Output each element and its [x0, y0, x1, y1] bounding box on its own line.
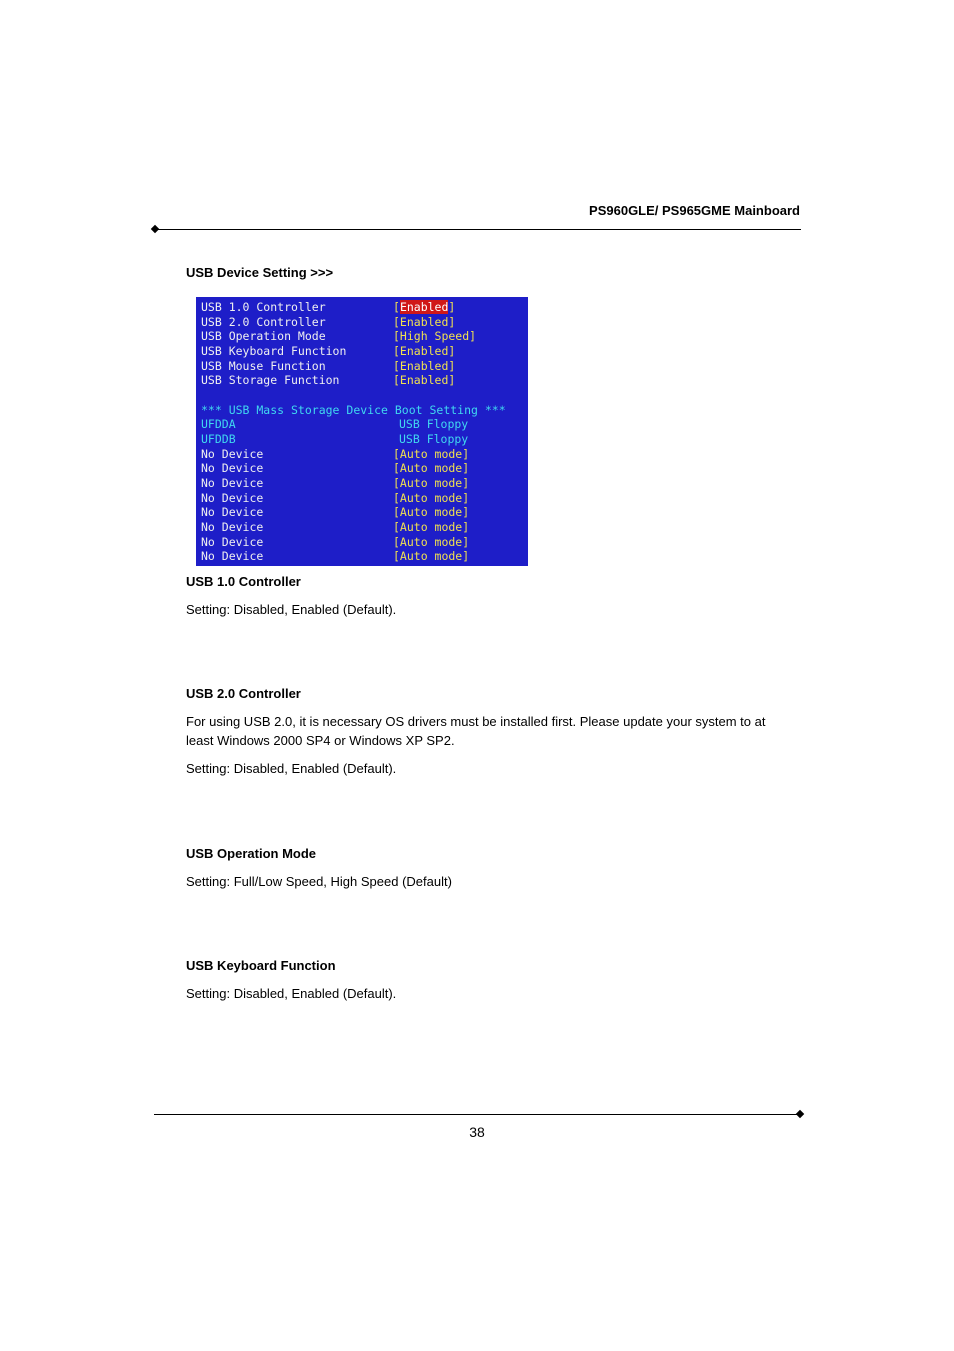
- bios-device-label: No Device: [201, 549, 264, 563]
- bios-device-value[interactable]: [Auto mode]: [393, 461, 470, 475]
- bios-drive-label: UFDDB: [201, 432, 236, 446]
- header-title: PS960GLE/ PS965GME Mainboard: [589, 203, 800, 218]
- bios-item-label: USB Storage Function: [201, 373, 340, 387]
- bios-item-value[interactable]: [Enabled]: [393, 373, 456, 387]
- bios-device-value[interactable]: [Auto mode]: [393, 476, 470, 490]
- bios-item-value[interactable]: [Enabled]: [393, 344, 456, 358]
- top-rule: [154, 229, 801, 230]
- bios-screen: [196, 297, 528, 566]
- bios-item-value[interactable]: [Enabled]: [393, 359, 456, 373]
- bios-device-value[interactable]: [Auto mode]: [393, 505, 470, 519]
- bottom-diamond: [796, 1110, 804, 1118]
- section-paragraph: For using USB 2.0, it is necessary OS drivers must be installed first. Please update your system to at least Windows 2000 SP4 or Windows XP SP2.: [186, 714, 766, 748]
- bios-boot-header: *** USB Mass Storage Device Boot Setting ***: [201, 403, 506, 417]
- bios-device-label: No Device: [201, 535, 264, 549]
- section-heading: USB 2.0 Controller: [186, 686, 301, 701]
- bios-item-label: USB Mouse Function: [201, 359, 326, 373]
- bios-item-value[interactable]: [High Speed]: [393, 329, 477, 343]
- page-number: 38: [469, 1124, 485, 1140]
- bios-item-label: USB Operation Mode: [201, 329, 326, 343]
- bios-device-value[interactable]: [Auto mode]: [393, 549, 470, 563]
- bios-device-value[interactable]: [Auto mode]: [393, 535, 470, 549]
- bios-device-label: No Device: [201, 491, 264, 505]
- section-heading: USB Operation Mode: [186, 846, 317, 861]
- bios-device-label: No Device: [201, 447, 264, 461]
- section-heading: USB 1.0 Controller: [186, 574, 301, 589]
- section-heading: USB Keyboard Function: [186, 958, 336, 973]
- section-paragraph: Setting: Disabled, Enabled (Default).: [186, 602, 397, 617]
- bios-drive-value: USB Floppy: [399, 432, 469, 446]
- bios-item-label: USB 2.0 Controller: [201, 315, 326, 329]
- bios-device-label: No Device: [201, 520, 264, 534]
- section-paragraph: Setting: Full/Low Speed, High Speed (Default): [186, 874, 452, 889]
- bios-device-value[interactable]: [Auto mode]: [393, 520, 470, 534]
- bios-drive-value: USB Floppy: [399, 417, 469, 431]
- section-paragraph: Setting: Disabled, Enabled (Default).: [186, 761, 397, 776]
- bottom-rule: [154, 1114, 799, 1115]
- section-paragraph: Setting: Disabled, Enabled (Default).: [186, 986, 397, 1001]
- bios-drive-label: UFDDA: [201, 417, 236, 431]
- bios-item-label: USB 1.0 Controller: [201, 300, 326, 314]
- bios-item-value[interactable]: [Enabled]: [393, 315, 456, 329]
- bios-device-label: No Device: [201, 461, 264, 475]
- bios-device-label: No Device: [201, 505, 264, 519]
- bios-selected-value: Enabled: [399, 300, 449, 314]
- bios-item-label: USB Keyboard Function: [201, 344, 347, 358]
- bios-device-value[interactable]: [Auto mode]: [393, 447, 470, 461]
- section-title: USB Device Setting >>>: [186, 265, 334, 280]
- bios-item-value[interactable]: [Enabled]: [393, 300, 456, 314]
- bios-device-label: No Device: [201, 476, 264, 490]
- bios-device-value[interactable]: [Auto mode]: [393, 491, 470, 505]
